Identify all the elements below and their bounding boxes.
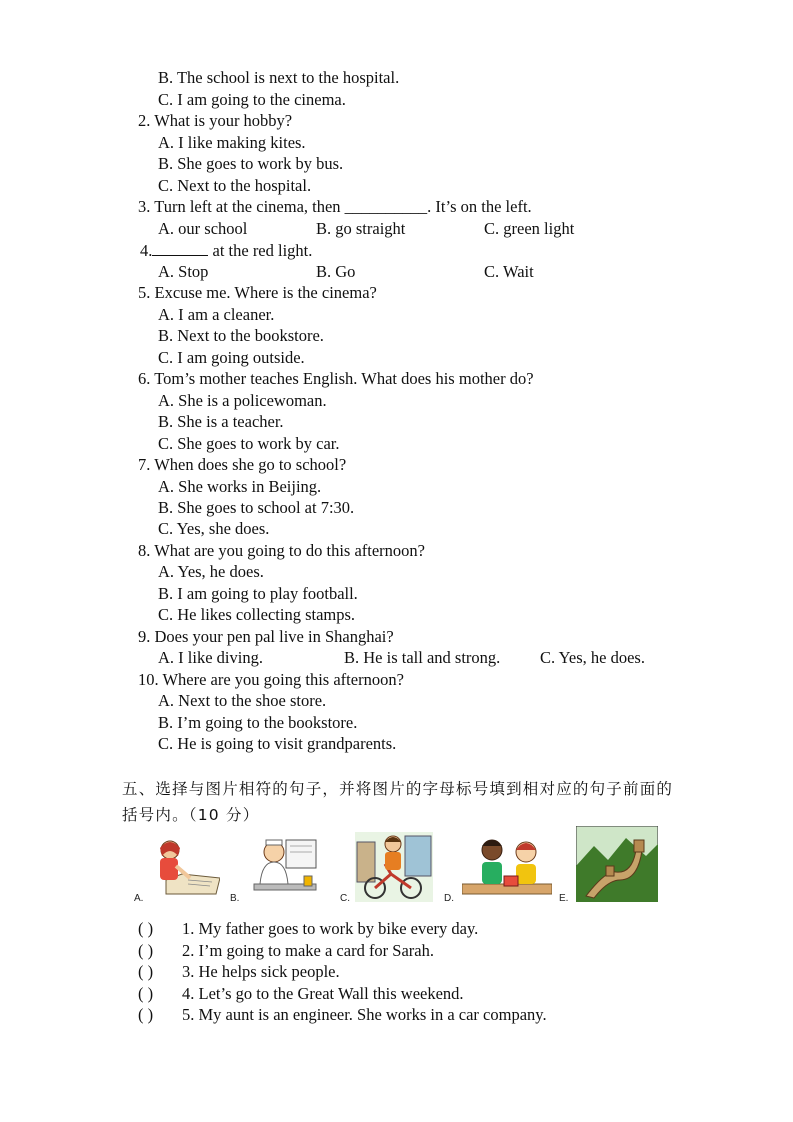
q4-number: 4. <box>140 241 153 260</box>
q10-option-c: C. He is going to visit grandparents. <box>158 734 397 753</box>
picture-label-c: C. <box>340 893 350 904</box>
man-on-bike-icon <box>355 832 433 902</box>
q10-stem: 10. Where are you going this afternoon? <box>138 670 404 689</box>
picture-label-d: D. <box>444 893 454 904</box>
answer-paren-4[interactable]: ( ) <box>138 984 154 1003</box>
q7-option-b: B. She goes to school at 7:30. <box>158 498 355 517</box>
answer-paren-1[interactable]: ( ) <box>138 919 154 938</box>
q9-option-c: C. Yes, he does. <box>540 648 645 667</box>
kids-making-card-icon <box>462 836 552 902</box>
section-5-title: 五、选择与图片相符的句子，并将图片的字母标号填到相对应的句子前面的括号内。（10 分） <box>122 780 674 824</box>
q3-blank: __________ <box>344 197 428 216</box>
great-wall-icon <box>576 826 658 902</box>
q6-option-b: B. She is a teacher. <box>158 412 284 431</box>
q1-option-b: B. The school is next to the hospital. <box>158 68 400 87</box>
q4-option-b: B. Go <box>316 262 356 281</box>
q5-stem: 5. Excuse me. Where is the cinema? <box>138 283 377 302</box>
match-item-5 <box>138 1005 547 1025</box>
match-item-1 <box>138 919 478 939</box>
match-item-3 <box>138 962 340 982</box>
match-item-4 <box>138 984 464 1004</box>
q3-option-a: A. our school <box>158 219 248 238</box>
answer-paren-3[interactable]: ( ) <box>138 962 154 981</box>
q4-option-a: A. Stop <box>158 262 209 281</box>
picture-label-a: A. <box>134 893 144 904</box>
q4-stem <box>140 240 312 261</box>
q4-option-c: C. Wait <box>484 262 534 281</box>
q2-option-a: A. I like making kites. <box>158 133 306 152</box>
q1-option-c: C. I am going to the cinema. <box>158 90 346 109</box>
q8-option-c: C. He likes collecting stamps. <box>158 605 356 624</box>
picture-label-b: B. <box>230 893 240 904</box>
match-text-3: 3. He helps sick people. <box>182 962 340 981</box>
q2-option-b: B. She goes to work by bus. <box>158 154 344 173</box>
match-text-4: 4. Let’s go to the Great Wall this weekend. <box>182 984 464 1003</box>
q6-option-c: C. She goes to work by car. <box>158 434 340 453</box>
q7-stem: 7. When does she go to school? <box>138 455 347 474</box>
q8-option-b: B. I am going to play football. <box>158 584 358 603</box>
q3-stem <box>138 197 532 217</box>
q6-option-a: A. She is a policewoman. <box>158 391 327 410</box>
q7-option-c: C. Yes, she does. <box>158 519 270 538</box>
q5-option-c: C. I am going outside. <box>158 348 305 367</box>
answer-paren-5[interactable]: ( ) <box>138 1005 154 1024</box>
q2-stem: 2. What is your hobby? <box>138 111 293 130</box>
q3-stem-post: . It’s on the left. <box>427 197 532 216</box>
q5-option-a: A. I am a cleaner. <box>158 305 275 324</box>
match-text-5: 5. My aunt is an engineer. She works in a car company. <box>182 1005 547 1024</box>
q9-stem: 9. Does your pen pal live in Shanghai? <box>138 627 394 646</box>
q3-option-c: C. green light <box>484 219 575 238</box>
q6-stem: 6. Tom’s mother teaches English. What does his mother do? <box>138 369 534 388</box>
q5-option-b: B. Next to the bookstore. <box>158 326 324 345</box>
answer-paren-2[interactable]: ( ) <box>138 941 154 960</box>
q9-option-b: B. He is tall and strong. <box>344 648 501 667</box>
q2-option-c: C. Next to the hospital. <box>158 176 312 195</box>
q4-blank <box>152 240 208 256</box>
q10-option-b: B. I’m going to the bookstore. <box>158 713 358 732</box>
q8-stem: 8. What are you going to do this afternoon? <box>138 541 426 560</box>
woman-reading-icon <box>148 836 220 902</box>
q10-option-a: A. Next to the shoe store. <box>158 691 327 710</box>
match-text-1: 1. My father goes to work by bike every day. <box>182 919 479 938</box>
q7-option-a: A. She works in Beijing. <box>158 477 322 496</box>
q3-stem-pre: 3. Turn left at the cinema, then <box>138 197 345 216</box>
picture-label-e: E. <box>559 893 569 904</box>
doctor-icon <box>246 834 326 902</box>
q9-option-a: A. I like diving. <box>158 648 263 667</box>
q3-option-b: B. go straight <box>316 219 406 238</box>
match-text-2: 2. I’m going to make a card for Sarah. <box>182 941 434 960</box>
q4-stem-post: at the red light. <box>208 241 313 260</box>
match-item-2 <box>138 941 434 961</box>
q8-option-a: A. Yes, he does. <box>158 562 264 581</box>
